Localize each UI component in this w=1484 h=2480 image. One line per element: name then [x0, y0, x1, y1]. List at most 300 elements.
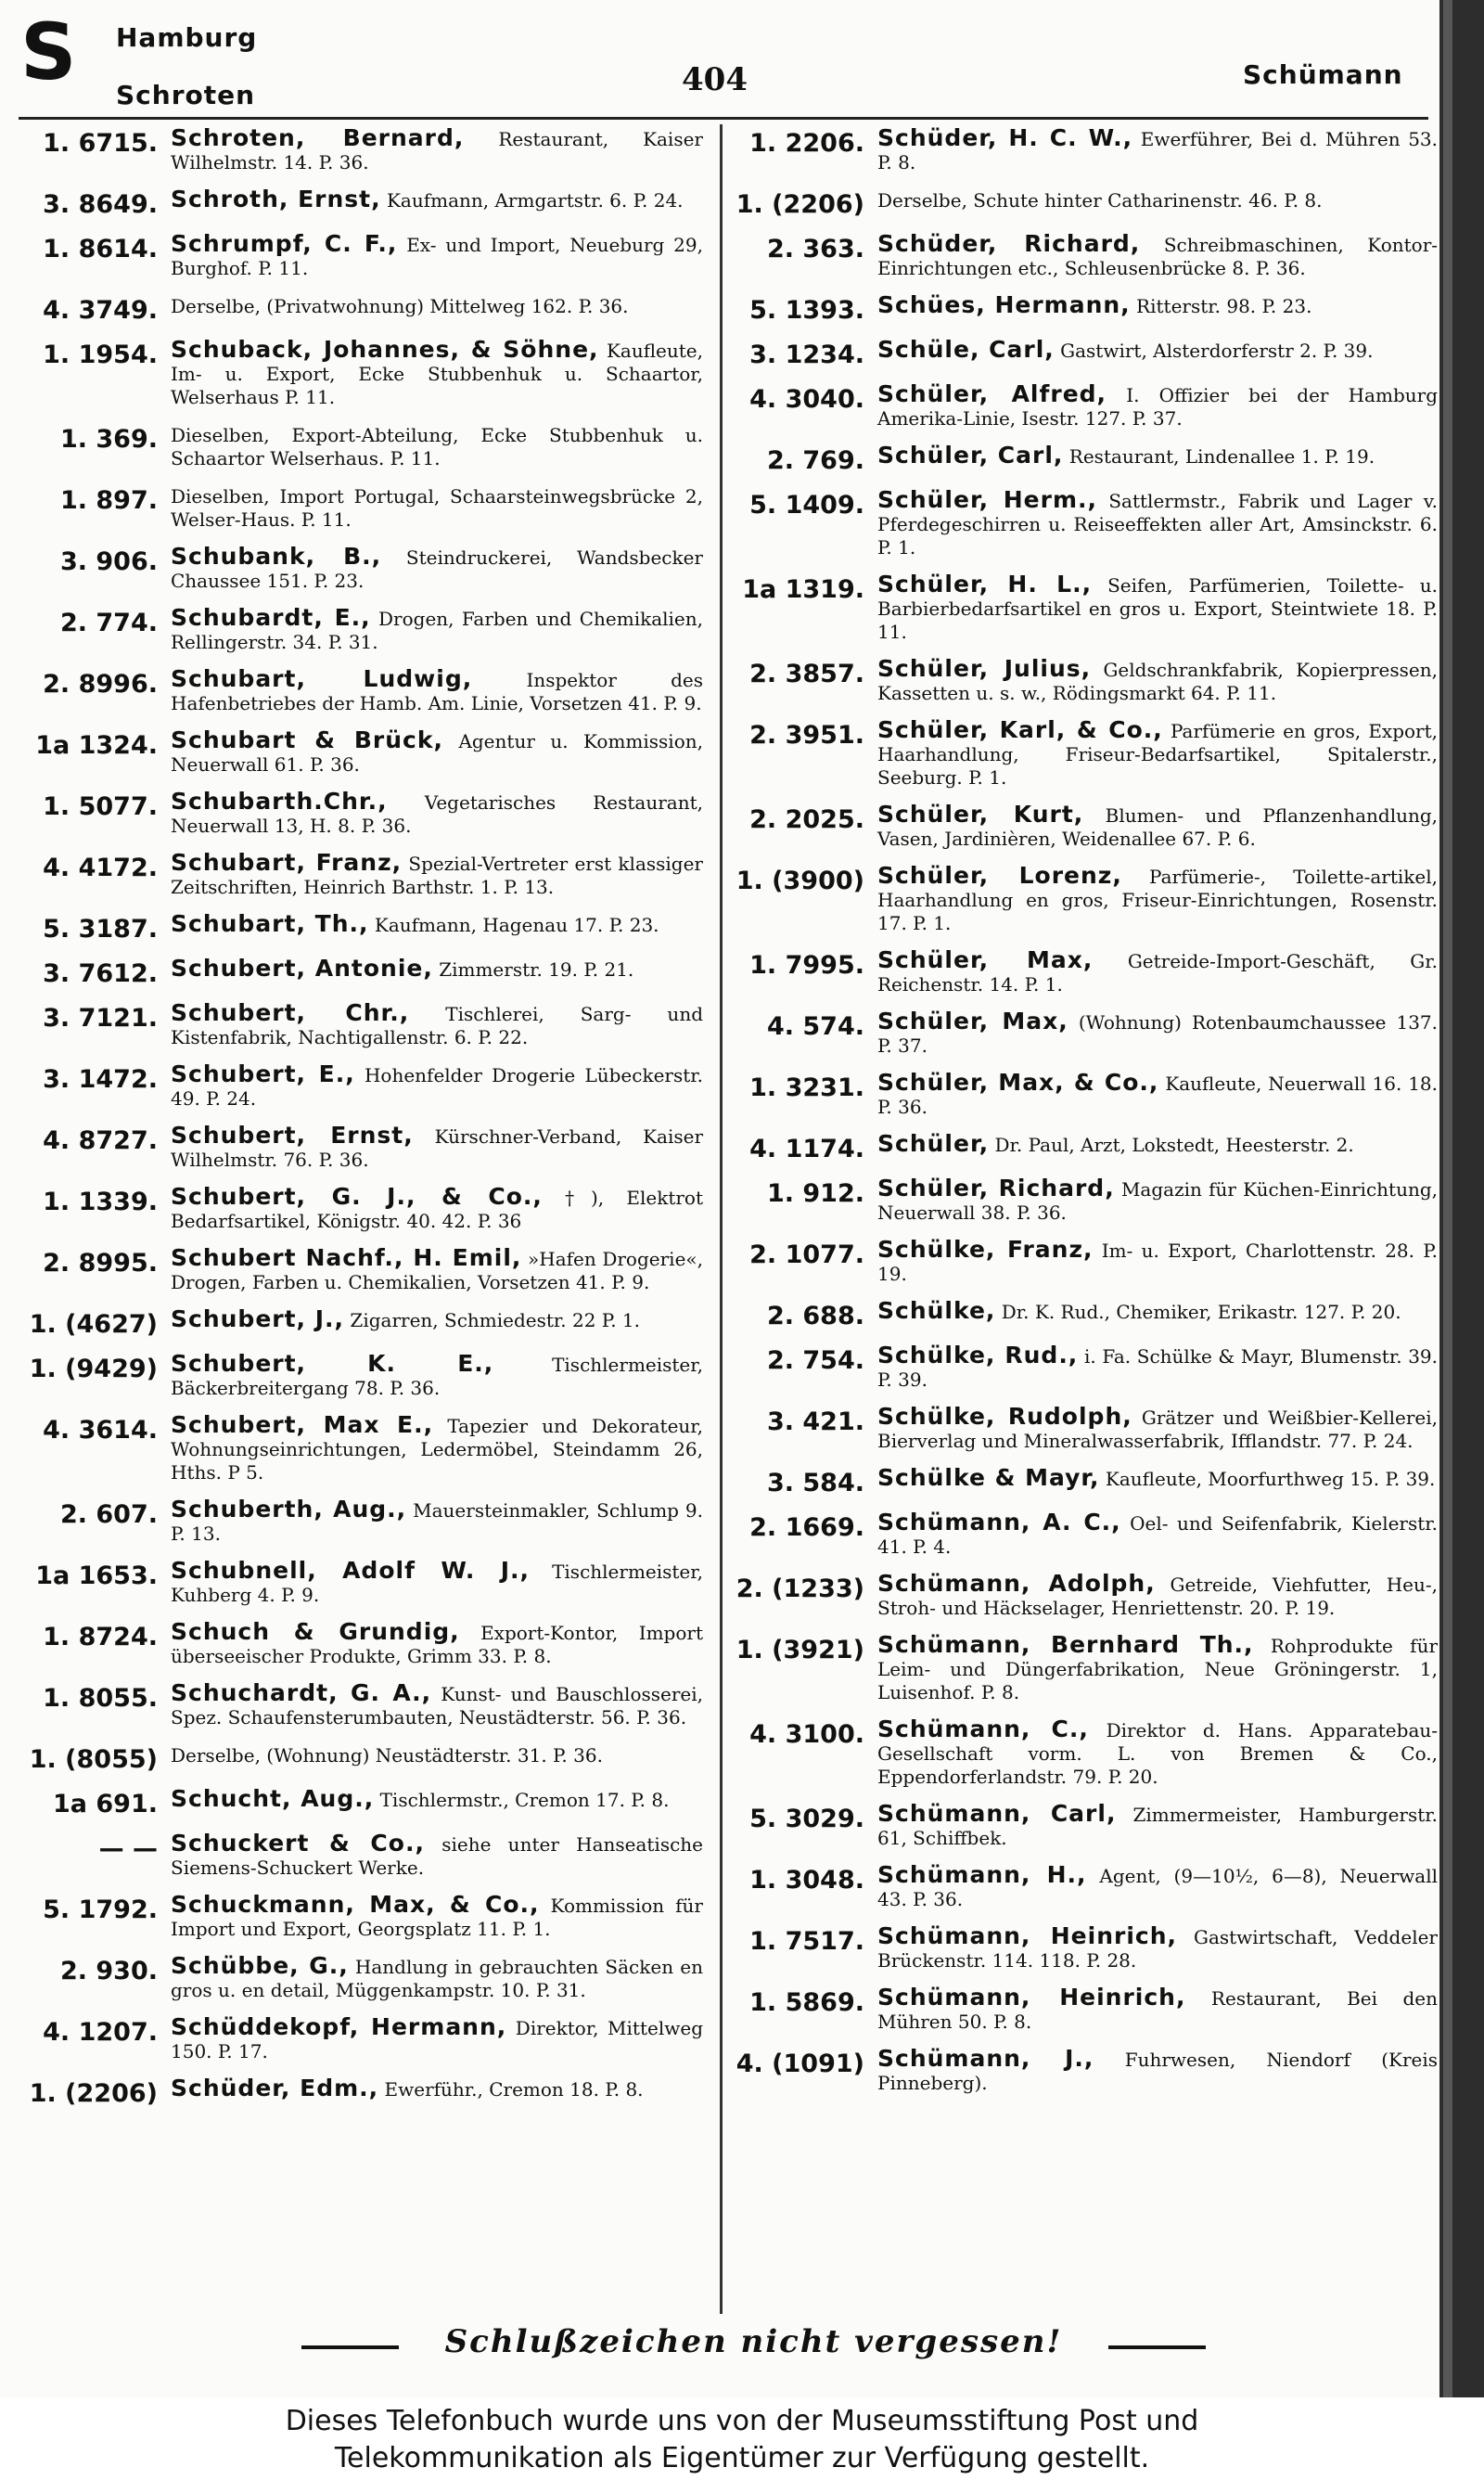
subscriber-details: Gastwirt, Alsterdorferstr 2. P. 39. — [1060, 340, 1374, 362]
subscriber-details: Parfümerie en gros, Export, Haarhandlung, Friseur-Bedarfsartikel, Spitalerstr., Seeburg. P. 1. — [877, 720, 1439, 789]
subscriber-name: Schümann, A. C., — [877, 1509, 1121, 1536]
subscriber-name: Schüler, Richard, — [877, 1175, 1115, 1201]
phone-number: 3. 7121. — [43, 1004, 158, 1033]
directory-entry — [20, 1620, 703, 1668]
entry-text — [877, 657, 1438, 705]
subscriber-details: I. Offizier bei der Hamburg Amerika-Linie, Isestr. 127. P. 37. — [877, 384, 1438, 430]
subscriber-name: Schubert, E., — [171, 1060, 355, 1087]
subscriber-details: Im- u. Export, Charlottenstr. 28. P. 19. — [877, 1240, 1439, 1285]
entry-text — [877, 443, 1438, 469]
subscriber-name: Schuchardt, G. A., — [171, 1679, 432, 1706]
subscriber-details: Magazin für Küchen-Einrichtung, Neuerwall 38. P. 36. — [877, 1178, 1438, 1224]
subscriber-name: Schubert, Chr., — [171, 999, 410, 1026]
subscriber-name: Schümann, Adolph, — [877, 1570, 1156, 1597]
subscriber-details: Vegetarisches Restaurant, Neuerwall 13, H. 8. P. 36. — [171, 791, 703, 837]
entry-text — [877, 1466, 1438, 1491]
subscriber-name: Schüler, Max, — [877, 1008, 1068, 1034]
subscriber-details: Kaufleute, Im- u. Export, Ecke Stubbenhuk u. Schaartor, Welserhaus P. 11. — [171, 340, 703, 408]
subscriber-name: Schümann, C., — [877, 1715, 1089, 1742]
subscriber-name: Schümann, Bernhard Th., — [877, 1631, 1254, 1658]
phone-number: 4. 8727. — [43, 1126, 158, 1155]
subscriber-details: Rohprodukte für Leim- und Düngerfabrikation, Neue Gröningerstr. 1, Luisenhof. P. 8. — [877, 1635, 1439, 1703]
phone-number: 3. 1234. — [749, 341, 864, 369]
subscriber-name: Schüder, H. C. W., — [877, 124, 1133, 151]
phone-number: 1. (3900) — [736, 867, 864, 895]
left-column — [20, 126, 703, 2121]
subscriber-name: Schümann, J., — [877, 2045, 1094, 2072]
directory-entry — [733, 232, 1438, 280]
entry-text — [171, 957, 703, 982]
subscriber-name: Schülke, Franz, — [877, 1236, 1094, 1263]
subscriber-details: i. Fa. Schülke & Mayr, Blumenstr. 39. P. 39. — [877, 1345, 1438, 1391]
subscriber-details: Parfümerie-, Toilette-artikel, Haarhandlung en gros, Friseur-Einrichtungen, Rosenstr. 17. P. 1. — [877, 866, 1438, 934]
entry-text — [171, 1681, 703, 1729]
directory-entry — [733, 1343, 1438, 1392]
subscriber-details: Direktor d. Hans. Apparatebau-Gesellschaft vorm. L. von Bremen & Co., Eppendorferlandstr. 79. P. 20. — [877, 1719, 1439, 1788]
entry-text — [877, 718, 1438, 790]
phone-number: 5. 1409. — [749, 491, 864, 520]
subscriber-name: Schubardt, E., — [171, 604, 371, 631]
subscriber-details: Getreide-Import-Geschäft, Gr. Reichenstr. 14. P. 1. — [877, 950, 1438, 996]
directory-entry — [20, 126, 703, 174]
phone-number: 2. 1077. — [749, 1240, 864, 1269]
subscriber-name: Schubarth.Chr., — [171, 788, 388, 815]
phone-number: 4. 3100. — [749, 1720, 864, 1749]
subscriber-details: Handlung in gebrauchten Säcken en gros u. en detail, Müggenkampstr. 10. P. 31. — [171, 1956, 703, 2001]
subscriber-details: Derselbe, (Wohnung) Neustädterstr. 31. P. 36. — [171, 1744, 603, 1767]
directory-entry — [20, 667, 703, 715]
phone-number: 1. 8614. — [43, 235, 158, 263]
entry-text — [171, 1954, 703, 2002]
directory-entry — [20, 545, 703, 593]
phone-number: 5. 3187. — [43, 915, 158, 944]
column-divider — [720, 124, 723, 2314]
entry-text — [171, 2076, 703, 2101]
subscriber-name: Schüler, Max, — [877, 946, 1094, 973]
subscriber-name: Schuckmann, Max, & Co., — [171, 1891, 540, 1918]
entry-text — [877, 572, 1438, 644]
directory-entry — [20, 1742, 703, 1774]
directory-entry — [20, 606, 703, 654]
subscriber-details: Agent, (9—10½, 6—8), Neuerwall 43. P. 36. — [877, 1865, 1438, 1910]
directory-entry — [733, 187, 1438, 219]
entry-text — [171, 1620, 703, 1668]
subscriber-details: Mauersteinmakler, Schlump 9. P. 13. — [171, 1499, 703, 1545]
subscriber-name: Schubert, G. J., & Co., — [171, 1183, 543, 1210]
subscriber-details: Drogen, Farben und Chemikalien, Rellingerstr. 34. P. 31. — [171, 608, 703, 653]
phone-number: 1. 5869. — [749, 1988, 864, 2017]
phone-number: 4. 3040. — [749, 385, 864, 414]
entry-text — [877, 488, 1438, 559]
directory-entry — [20, 1413, 703, 1484]
directory-entry — [20, 2076, 703, 2108]
directory-entry — [20, 1001, 703, 1049]
entry-text — [171, 483, 703, 532]
directory-entry — [20, 338, 703, 409]
subscriber-details: Kürschner-Verband, Kaiser Wilhelmstr. 76. P. 36. — [171, 1125, 704, 1171]
directory-entry — [733, 864, 1438, 935]
phone-number: 1. (2206) — [29, 2079, 158, 2108]
entry-text — [877, 232, 1438, 280]
phone-number: 1a 1653. — [35, 1561, 158, 1590]
phone-number: 4. 574. — [766, 1012, 864, 1041]
directory-entry — [20, 912, 703, 944]
subscriber-details: Ewerführ., Cremon 18. P. 8. — [384, 2078, 644, 2101]
directory-entry — [733, 1405, 1438, 1453]
entry-text — [171, 126, 703, 174]
phone-number: 1. (4627) — [29, 1310, 158, 1339]
subscriber-name: Schüler, Alfred, — [877, 380, 1107, 407]
entry-text — [877, 1633, 1438, 1704]
archive-caption — [0, 2403, 1484, 2477]
entry-text — [877, 2047, 1438, 2095]
phone-number: 4. 3749. — [43, 296, 158, 325]
directory-entry — [733, 1717, 1438, 1789]
phone-number: 4. 1174. — [749, 1135, 864, 1163]
subscriber-name: Schubart, Franz, — [171, 849, 403, 876]
directory-entry — [20, 1307, 703, 1339]
directory-entry — [733, 803, 1438, 851]
phone-number: 1. 7517. — [749, 1927, 864, 1956]
subscriber-name: Schuch & Grundig, — [171, 1618, 460, 1645]
subscriber-details: Dieselben, Import Portugal, Schaarsteinwegsbrücke 2, Welser-Haus. P. 11. — [171, 485, 703, 531]
entry-text — [877, 293, 1438, 318]
directory-entry — [733, 338, 1438, 369]
entry-text — [877, 1924, 1438, 1972]
directory-entry — [733, 488, 1438, 559]
directory-entry — [20, 1185, 703, 1233]
subscriber-name: Schülke & Mayr, — [877, 1464, 1100, 1491]
phone-number: 2. 688. — [766, 1302, 864, 1330]
entry-text — [877, 1071, 1438, 1119]
header-city: Hamburg — [116, 22, 258, 53]
entry-text — [171, 187, 703, 212]
phone-number: — — — [98, 1834, 158, 1863]
subscriber-name: Schüler, — [877, 1130, 990, 1157]
subscriber-details: Zimmermeister, Hamburgerstr. 61, Schiffbek. — [877, 1804, 1438, 1849]
header-first-word: Schroten — [116, 80, 256, 110]
subscriber-name: Schülke, — [877, 1297, 996, 1324]
subscriber-name: Schümann, Heinrich, — [877, 1984, 1186, 2011]
directory-entry — [733, 1572, 1438, 1620]
subscriber-name: Schubert, J., — [171, 1305, 345, 1332]
phone-number: 2. 2025. — [749, 805, 864, 834]
entry-text — [877, 338, 1438, 363]
subscriber-name: Schüler, Carl, — [877, 442, 1064, 469]
subscriber-details: Sattlermstr., Fabrik und Lager v. Pferdegeschirren u. Reiseeffekten aller Art, Amsinckstr. 6. P. 1. — [877, 490, 1439, 559]
directory-entry — [733, 1009, 1438, 1058]
entry-text — [171, 1124, 703, 1172]
entry-text — [877, 1299, 1438, 1324]
subscriber-details: Blumen- und Pflanzenhandlung, Vasen, Jardinièren, Weidenallee 67. P. 6. — [877, 804, 1439, 850]
directory-entry — [20, 232, 703, 280]
phone-number: 1. 8055. — [43, 1684, 158, 1713]
phone-number: 5. 3029. — [749, 1805, 864, 1833]
entry-text — [171, 2015, 703, 2063]
subscriber-name: Schüle, Carl, — [877, 336, 1055, 363]
directory-entry — [20, 1124, 703, 1172]
phone-number: 2. 607. — [59, 1500, 158, 1529]
subscriber-name: Schüler, Herm., — [877, 486, 1098, 513]
phone-number: 3. 584. — [766, 1469, 864, 1497]
directory-entry — [733, 126, 1438, 174]
subscriber-name: Schüddekopf, Hermann, — [171, 2013, 507, 2040]
subscriber-details: Zimmerstr. 19. P. 21. — [439, 958, 634, 981]
entry-text — [877, 948, 1438, 996]
directory-entry — [20, 293, 703, 325]
entry-text — [171, 1001, 703, 1049]
directory-entry — [733, 293, 1438, 325]
phone-number: 1. 897. — [59, 486, 158, 515]
subscriber-name: Schuckert & Co., — [171, 1830, 425, 1857]
subscriber-details: Dr. Paul, Arzt, Lokstedt, Heesterstr. 2. — [994, 1134, 1354, 1156]
subscriber-details: Tischlerei, Sarg- und Kistenfabrik, Nachtigallenstr. 6. P. 22. — [171, 1003, 703, 1048]
header-last-word: Schümann — [1243, 59, 1403, 90]
entry-text — [877, 1510, 1438, 1559]
subscriber-details: Fuhrwesen, Niendorf (Kreis Pinneberg). — [877, 2049, 1438, 2094]
phone-number: 1. (8055) — [29, 1745, 158, 1774]
subscriber-details: Kaufmann, Hagenau 17. P. 23. — [374, 914, 659, 936]
entry-text — [171, 1497, 703, 1546]
scan-edge — [1439, 0, 1484, 2397]
subscriber-name: Schüler, Julius, — [877, 655, 1092, 682]
phone-number: 1. 912. — [766, 1179, 864, 1208]
directory-entry — [733, 1071, 1438, 1119]
directory-entry — [733, 1466, 1438, 1497]
phone-number: 4. 3614. — [43, 1416, 158, 1445]
subscriber-details: Zigarren, Schmiedestr. 22 P. 1. — [350, 1309, 640, 1331]
entry-text — [171, 790, 703, 838]
page-header — [0, 0, 1439, 121]
entry-text — [171, 1742, 703, 1767]
entry-text — [171, 667, 703, 715]
directory-entry — [20, 422, 703, 470]
phone-number: 4. 4172. — [43, 854, 158, 882]
subscriber-details: Geldschrankfabrik, Kopierpressen, Kassetten u. s. w., Rödingsmarkt 64. P. 11. — [877, 659, 1438, 704]
footer-motto: Schlußzeichen nicht vergessen! — [444, 2323, 1063, 2360]
subscriber-details: (Wohnung) Rotenbaumchaussee 137. P. 37. — [877, 1011, 1439, 1057]
entry-text — [877, 1863, 1438, 1911]
entry-text — [171, 1413, 703, 1484]
phone-number: 4. 1207. — [43, 2018, 158, 2047]
directory-entry — [733, 1238, 1438, 1286]
subscriber-details: Hohenfelder Drogerie Lübeckerstr. 49. P. 24. — [171, 1064, 703, 1110]
entry-text — [877, 1802, 1438, 1850]
directory-entry — [733, 1510, 1438, 1559]
phone-number: 1. (9429) — [29, 1355, 158, 1383]
directory-entry — [733, 1299, 1438, 1330]
entry-text — [171, 606, 703, 654]
subscriber-name: Schülke, Rudolph, — [877, 1403, 1132, 1430]
directory-entry — [733, 1176, 1438, 1225]
phone-number: 4. (1091) — [736, 2050, 864, 2078]
directory-entry — [733, 1863, 1438, 1911]
subscriber-details: Agentur u. Kommission, Neuerwall 61. P. 36. — [171, 730, 703, 776]
subscriber-details: Getreide, Viehfutter, Heu-, Stroh- und Häckselager, Henriettenstr. 20. P. 19. — [877, 1574, 1438, 1619]
subscriber-name: Schubart & Brück, — [171, 726, 443, 753]
subscriber-name: Schümann, Heinrich, — [877, 1922, 1177, 1949]
directory-entry — [20, 1559, 703, 1607]
subscriber-name: Schümann, Carl, — [877, 1800, 1117, 1827]
subscriber-details: Ewerführer, Bei d. Mühren 53. P. 8. — [877, 128, 1438, 173]
subscriber-name: Schucht, Aug., — [171, 1785, 375, 1812]
subscriber-details: Tischlermstr., Cremon 17. P. 8. — [379, 1789, 670, 1811]
entry-text — [171, 1559, 703, 1607]
directory-entry — [733, 572, 1438, 644]
subscriber-name: Schuback, Johannes, & Söhne, — [171, 336, 599, 363]
entry-text — [877, 1405, 1438, 1453]
directory-entry — [733, 2047, 1438, 2095]
entry-text — [171, 1062, 703, 1111]
phone-number: 1a 1319. — [742, 575, 864, 604]
subscriber-name: Schüler, H. L., — [877, 571, 1093, 598]
subscriber-details: »Hafen Drogerie«, Drogen, Farben u. Chemikalien, Vorsetzen 41. P. 9. — [171, 1248, 703, 1293]
directory-entry — [20, 1787, 703, 1818]
phone-number: 1a 1324. — [35, 731, 158, 760]
phone-number: 2. 774. — [59, 609, 158, 637]
directory-entry — [20, 483, 703, 532]
subscriber-name: Schubnell, Adolf W. J., — [171, 1557, 531, 1584]
directory-entry — [733, 382, 1438, 430]
subscriber-details: Derselbe, (Privatwohnung) Mittelweg 162. P. 36. — [171, 295, 629, 317]
entry-text — [877, 1343, 1438, 1392]
subscriber-name: Schübbe, G., — [171, 1952, 349, 1979]
entry-text — [877, 1572, 1438, 1620]
entry-text — [171, 422, 703, 470]
subscriber-name: Schülke, Rud., — [877, 1342, 1079, 1368]
directory-entry — [733, 1924, 1438, 1972]
directory-entry — [733, 443, 1438, 475]
subscriber-details: Tischlermeister, Bäckerbreitergang 78. P. 36. — [171, 1354, 703, 1399]
directory-entry — [20, 1246, 703, 1294]
subscriber-details: Inspektor des Hafenbetriebes der Hamb. Am. Linie, Vorsetzen 41. P. 9. — [171, 669, 703, 714]
subscriber-details: Tapezier und Dekorateur, Wohnungseinrichtungen, Ledermöbel, Steindamm 26, Hths. P 5. — [171, 1415, 704, 1484]
phone-number: 2. 8996. — [43, 670, 158, 699]
subscriber-name: Schubert, Antonie, — [171, 955, 433, 982]
entry-text — [877, 1009, 1438, 1058]
phone-number: 2. 8995. — [43, 1249, 158, 1278]
phone-number: 2. 363. — [766, 235, 864, 263]
subscriber-details: Oel- und Seifenfabrik, Kielerstr. 41. P. 4. — [877, 1512, 1439, 1558]
entry-text — [171, 1831, 703, 1880]
phone-number: 2. 3857. — [749, 660, 864, 688]
phone-number: 1. 5077. — [43, 792, 158, 821]
entry-text — [171, 851, 703, 899]
caption-line-2: Telekommunikation als Eigentümer zur Verfügung gestellt. — [334, 2442, 1150, 2474]
directory-entry — [20, 187, 703, 219]
phone-number: 1. 8724. — [43, 1623, 158, 1651]
subscriber-name: Schrumpf, C. F., — [171, 230, 398, 257]
entry-text — [877, 1717, 1438, 1789]
subscriber-name: Schroth, Ernst, — [171, 186, 381, 212]
right-column — [733, 126, 1438, 2108]
entry-text — [877, 864, 1438, 935]
subscriber-name: Schüder, Richard, — [877, 230, 1141, 257]
subscriber-details: Kunst- und Bauschlosserei, Spez. Schaufensterumbauten, Neustädterstr. 56. P. 36. — [171, 1683, 704, 1728]
entry-text — [171, 1787, 703, 1812]
directory-entry — [20, 1681, 703, 1729]
subscriber-details: Kaufleute, Moorfurthweg 15. P. 39. — [1105, 1468, 1436, 1490]
entry-text — [171, 338, 703, 409]
phone-number: 3. 906. — [59, 547, 158, 576]
directory-entry — [20, 2015, 703, 2063]
phone-number: 1. 2206. — [749, 129, 864, 158]
directory-entry — [20, 1954, 703, 2002]
phone-number: 1. 3048. — [749, 1866, 864, 1895]
subscriber-details: Restaurant, Kaiser Wilhelmstr. 14. P. 36. — [171, 128, 703, 173]
directory-entry — [733, 1633, 1438, 1704]
directory-entry — [20, 1497, 703, 1546]
entry-text — [877, 1176, 1438, 1225]
subscriber-name: Schubart, Th., — [171, 910, 369, 937]
phone-number: 2. 1669. — [749, 1513, 864, 1542]
directory-entry — [20, 790, 703, 838]
subscriber-details: Seifen, Parfümerien, Toilette- u. Barbierbedarfsartikel en gros u. Export, Steintwiete 18. P. 11. — [877, 574, 1438, 643]
subscriber-name: Schües, Hermann, — [877, 291, 1131, 318]
subscriber-details: Derselbe, Schute hinter Catharinenstr. 46. P. 8. — [877, 189, 1323, 212]
entry-text — [171, 1185, 703, 1233]
directory-entry — [733, 948, 1438, 996]
directory-entry — [733, 718, 1438, 790]
phone-number: 1. (2206) — [736, 190, 864, 219]
directory-entry — [733, 1802, 1438, 1850]
entry-text — [171, 545, 703, 593]
phone-number: 5. 1393. — [749, 296, 864, 325]
subscriber-name: Schüler, Max, & Co., — [877, 1069, 1159, 1096]
caption-line-1: Dieses Telefonbuch wurde uns von der Museumsstiftung Post und — [285, 2405, 1199, 2437]
page-number: 404 — [682, 61, 748, 98]
subscriber-details: Kommission für Import und Export, Georgsplatz 11. P. 1. — [171, 1895, 703, 1940]
subscriber-details: Kaufleute, Neuerwall 16. 18. P. 36. — [877, 1073, 1439, 1118]
entry-text — [877, 126, 1438, 174]
subscriber-details: Steindruckerei, Wandsbecker Chaussee 151. P. 23. — [171, 546, 703, 592]
subscriber-name: Schubert, Ernst, — [171, 1122, 414, 1149]
section-letter: S — [20, 6, 77, 97]
directory-entry — [733, 1132, 1438, 1163]
phone-number: 1. 6715. — [43, 129, 158, 158]
subscriber-details: Direktor, Mittelweg 150. P. 17. — [171, 2017, 703, 2062]
subscriber-details: Restaurant, Lindenallee 1. P. 19. — [1068, 445, 1375, 468]
subscriber-name: Schüler, Lorenz, — [877, 862, 1122, 889]
phone-number: 1. 369. — [59, 425, 158, 454]
entry-text — [171, 912, 703, 937]
directory-entry — [20, 1062, 703, 1111]
directory-entry — [20, 851, 703, 899]
directory-entry — [20, 728, 703, 777]
footer-rule-right — [1108, 2345, 1206, 2349]
subscriber-details: Restaurant, Bei den Mühren 50. P. 8. — [877, 1987, 1438, 2033]
directory-entry — [20, 1831, 703, 1880]
entry-text — [171, 232, 703, 280]
subscriber-details: Grätzer und Weißbier-Kellerei, Bierverlag und Mineralwasserfabrik, Ifflandstr. 77. P. 24. — [877, 1407, 1438, 1452]
phone-number: 1. 1339. — [43, 1188, 158, 1216]
entry-text — [877, 382, 1438, 430]
subscriber-details: Spezial-Vertreter erst klassiger Zeitschriften, Heinrich Barthstr. 1. P. 13. — [171, 853, 703, 898]
entry-text — [171, 293, 703, 318]
directory-entry — [733, 657, 1438, 705]
subscriber-name: Schroten, Bernard, — [171, 124, 465, 151]
subscriber-name: Schuberth, Aug., — [171, 1496, 407, 1523]
phone-number: 3. 1472. — [43, 1065, 158, 1094]
phone-number: 3. 7612. — [43, 959, 158, 988]
subscriber-details: †), Elektrot Bedarfsartikel, Königstr. 40. 42. P. 36 — [171, 1187, 703, 1232]
directory-entry — [20, 957, 703, 988]
phone-number: 1. (3921) — [736, 1636, 864, 1664]
phone-number: 3. 8649. — [43, 190, 158, 219]
entry-text — [171, 1307, 703, 1332]
phone-number: 5. 1792. — [43, 1895, 158, 1924]
entry-text — [877, 1132, 1438, 1157]
